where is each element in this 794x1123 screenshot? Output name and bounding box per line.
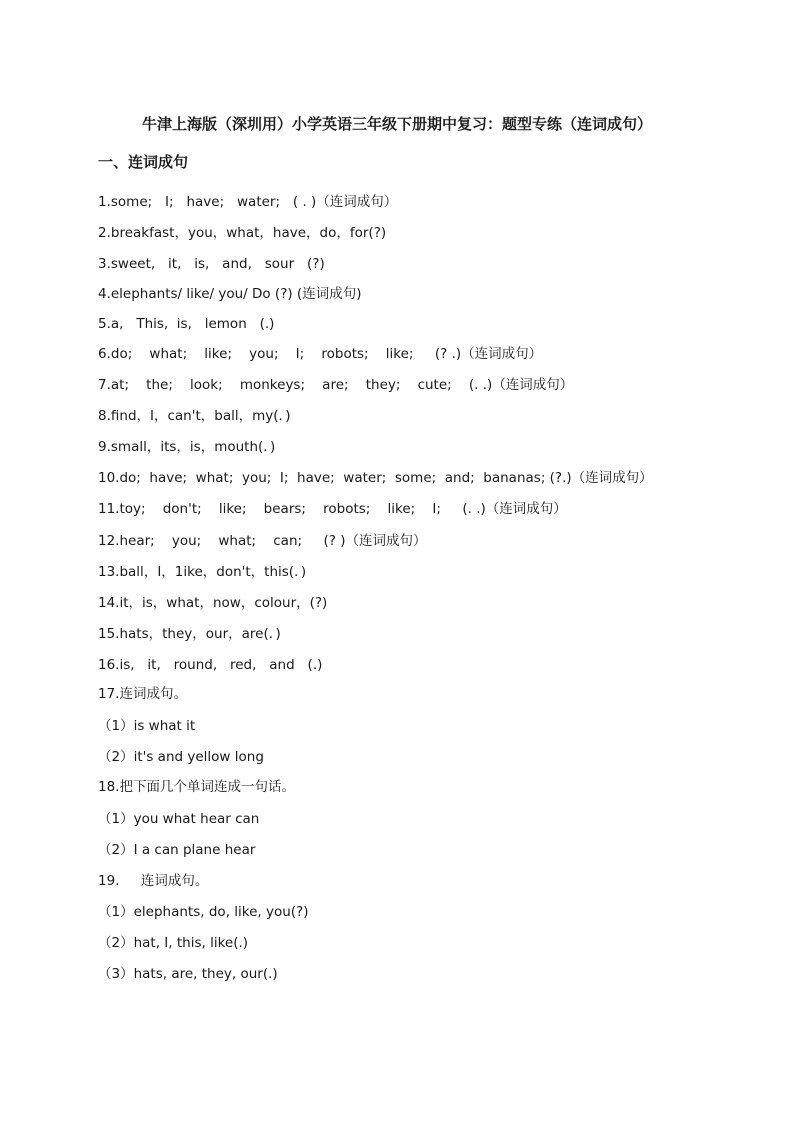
- question-16: 16.is, it, round, red, and (.): [98, 657, 323, 673]
- question-4: 4.elephants/ like/ you/ Do (?) (连词成句): [98, 286, 362, 302]
- question-10: 10.do; have; what; you; I; have; water; some; and; bananas; (?.)（连词成句）: [98, 470, 653, 486]
- question-1: 1.some; I; have; water; ( . )（连词成句）: [98, 194, 398, 210]
- question-9: 9.small，its，is，mouth(．): [98, 439, 276, 455]
- section-heading: 一、连词成句: [98, 153, 189, 171]
- question-7: 7.at; the; look; monkeys; are; they; cute; (. .)（连词成句）: [98, 377, 574, 393]
- question-6: 6.do; what; like; you; I; robots; like; (? .)（连词成句）: [98, 346, 543, 362]
- document-title: 牛津上海版（深圳用）小学英语三年级下册期中复习：题型专练（连词成句）: [141, 115, 652, 133]
- question-2: 2.breakfast，you，what，have，do，for(?): [98, 225, 387, 241]
- question-19-item-2: （2）hat, I, this, like(.): [98, 935, 249, 951]
- question-13: 13.ball，I，1ike，don't，this(．): [98, 564, 307, 580]
- question-8: 8.find，I，can't，ball，my(．): [98, 408, 291, 424]
- question-18: 18.把下面几个单词连成一句话。: [98, 779, 295, 795]
- question-15: 15.hats，they，our，are(．): [98, 626, 281, 642]
- question-12: 12.hear; you; what; can; (? )（连词成句）: [98, 533, 427, 549]
- question-17-item-1: （1）is what it: [98, 718, 196, 734]
- question-19: 19. 连词成句。: [98, 873, 209, 889]
- question-11: 11.toy; don't; like; bears; robots; like; I; (. .)（连词成句）: [98, 501, 567, 517]
- question-14: 14.it，is，what，now，colour，(?): [98, 595, 328, 611]
- question-18-item-2: （2）I a can plane hear: [98, 842, 256, 858]
- question-19-item-3: （3）hats, are, they, our(.): [98, 966, 278, 982]
- question-3: 3.sweet, it, is, and, sour (?): [98, 256, 325, 272]
- question-19-item-1: （1）elephants, do, like, you(?): [98, 904, 309, 920]
- question-18-item-1: （1）you what hear can: [98, 811, 260, 827]
- question-17-item-2: （2）it's and yellow long: [98, 749, 264, 765]
- question-5: 5.a, This, is, lemon (.): [98, 316, 275, 332]
- question-17: 17.连词成句。: [98, 686, 187, 702]
